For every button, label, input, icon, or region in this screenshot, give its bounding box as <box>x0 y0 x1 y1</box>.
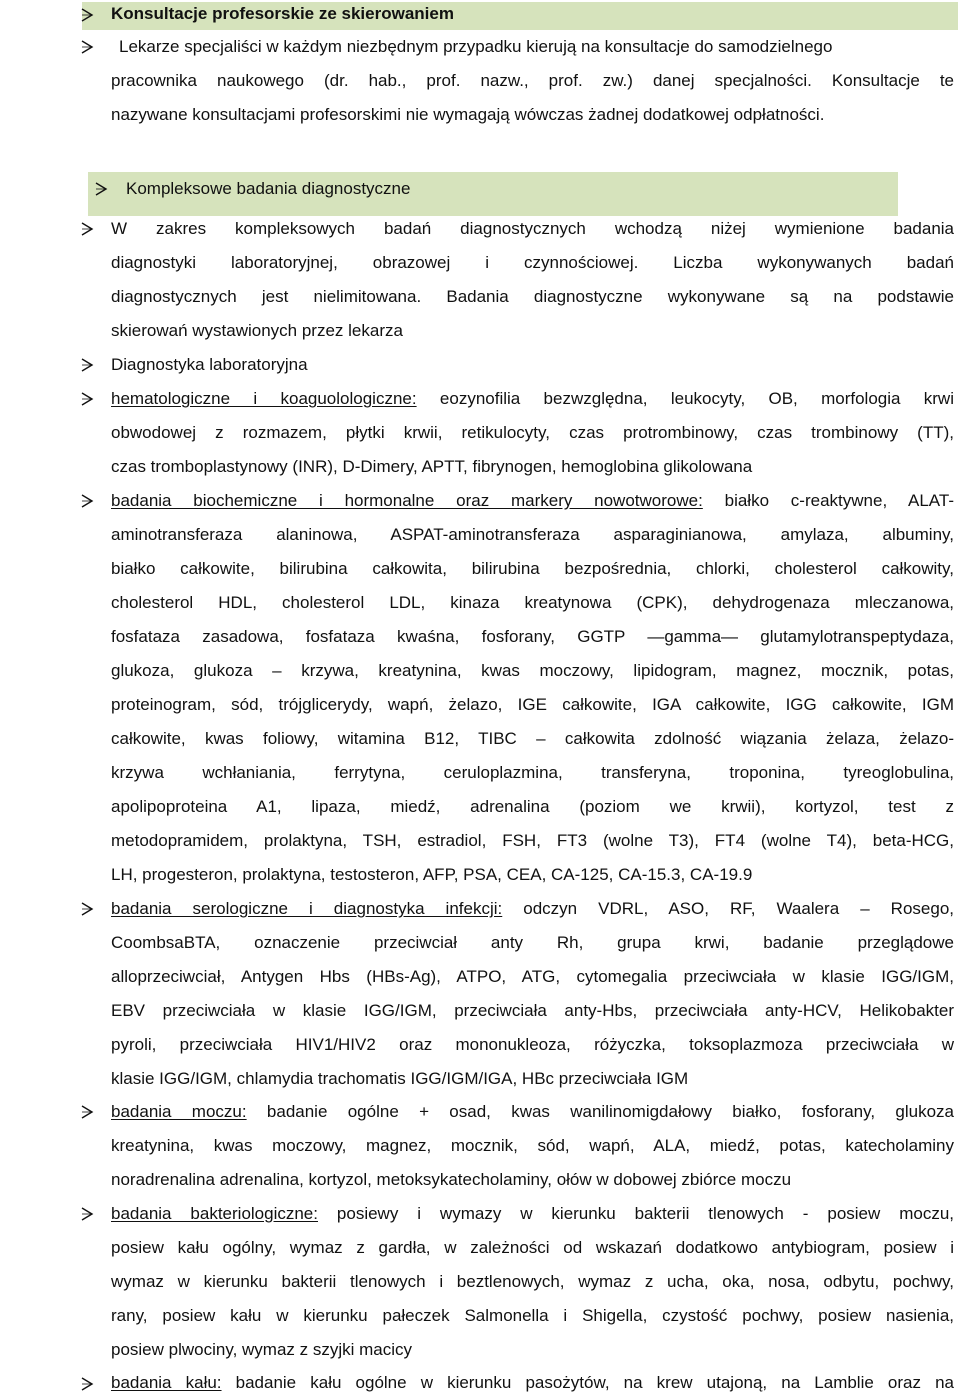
s2-line-2: diagnostyki laboratoryjnej, obrazowej i czynnościowej. Liczba wykonywanych badań <box>111 253 954 272</box>
bakt-line-1: badania bakteriologiczne: posiewy i wymazy w kierunku bakterii tlenowych - posiew moczu, <box>111 1204 954 1223</box>
hema-line-1: hematologiczne i koaguolologiczne: eozynofilia bezwzględna, leukocyty, OB, morfologia krwi <box>111 389 954 408</box>
s2-line-3: diagnostycznych jest nielimitowana. Badania diagnostyczne wykonywane są na podstawie <box>111 287 954 306</box>
arrow-bullet-icon <box>80 902 94 916</box>
kal-label: badania kału: <box>111 1373 222 1392</box>
s2-line-1: W zakres kompleksowych badań diagnostycznych wchodzą niżej wymienione badania <box>111 219 954 238</box>
arrow-bullet-icon <box>94 182 108 196</box>
bio-line-6: glukoza, glukoza – krzywa, kreatynina, kwas moczowy, lipidogram, magnez, mocznik, potas, <box>111 661 954 680</box>
arrow-bullet-icon <box>80 8 94 22</box>
heading-konsultacje: Konsultacje profesorskie ze skierowaniem <box>111 4 454 23</box>
mocz-line-2: kreatynina, kwas moczowy, magnez, mocznik, sód, wapń, ALA, miedź, potas, katecholaminy <box>111 1136 954 1155</box>
bakt-label: badania bakteriologiczne: <box>111 1204 318 1223</box>
sero-line-1: badania serologiczne i diagnostyka infekcji: odczyn VDRL, ASO, RF, Waalera – Rosego, <box>111 899 954 918</box>
s1-line-2: pracownika naukowego (dr. hab., prof. nazw., prof. zw.) danej specjalności. Konsultacje te <box>111 71 954 90</box>
arrow-bullet-icon <box>80 40 94 54</box>
mocz-line-3: noradrenalina adrenalina, kortyzol, metoksykatecholaminy, ołów w dobowej zbiórce moczu <box>111 1170 792 1189</box>
arrow-bullet-icon <box>80 1207 94 1221</box>
mocz-label: badania moczu: <box>111 1102 247 1121</box>
hema-line-2: obwodowej z rozmazem, płytki krwii, retikulocyty, czas protrombinowy, czas trombinowy (TT), <box>111 423 954 442</box>
arrow-bullet-icon <box>80 392 94 406</box>
bakt-line-5: posiew plwociny, wymaz z szyjki macicy <box>111 1340 413 1359</box>
sero-line-5: pyroli, przeciwciała HIV1/HIV2 oraz mononukleoza, różyczka, toksoplazmoza przeciwciała w <box>111 1035 954 1054</box>
hema-line-3: czas tromboplastynowy (INR), D-Dimery, APTT, fibrynogen, hemoglobina glikolowana <box>111 457 753 476</box>
bio-line-12: LH, progesteron, prolaktyna, testosteron, AFP, PSA, CEA, CA-125, CA-15.3, CA-19.9 <box>111 865 753 884</box>
arrow-bullet-icon <box>80 1377 94 1391</box>
arrow-bullet-icon <box>80 494 94 508</box>
bio-line-5: fosfataza zasadowa, fosfataza kwaśna, fosforany, GGTP —gamma— glutamylotranspeptydaza, <box>111 627 954 646</box>
s2-line-4: skierowań wystawionych przez lekarza <box>111 321 403 340</box>
bio-line-7: proteinogram, sód, trójglicerydy, wapń, żelazo, IGE całkowite, IGA całkowite, IGG całkowite, IGM <box>111 695 954 714</box>
bio-line-1: badania biochemiczne i hormonalne oraz markery nowotworowe: białko c-reaktywne, ALAT- <box>111 491 954 510</box>
sero-line-6: klasie IGG/IGM, chlamydia trachomatis IGG/IGM/IGA, HBc przeciwciała IGM <box>111 1069 689 1088</box>
arrow-bullet-icon <box>80 222 94 236</box>
sero-label: badania serologiczne i diagnostyka infekcji: <box>111 899 503 918</box>
bio-line-3: białko całkowite, bilirubina całkowita, bilirubina bezpośrednia, chlorki, cholesterol całkowity, <box>111 559 954 578</box>
bio-line-10: apolipoproteina A1, lipaza, miedź, adrenalina (poziom we krwii), kortyzol, test z <box>111 797 954 816</box>
sero-line-4: EBV przeciwciała w klasie IGG/IGM, przeciwciała anty-Hbs, przeciwciała anty-HCV, Helikobakter <box>111 1001 954 1020</box>
sero-line-2: CoombsaBTA, oznaczenie przeciwciał anty Rh, grupa krwi, badanie przeglądowe <box>111 933 954 952</box>
heading-diagnostyka: Diagnostyka laboratoryjna <box>111 355 308 374</box>
bio-line-11: metodopramidem, prolaktyna, TSH, estradiol, FSH, FT3 (wolne T3), FT4 (wolne T4), beta-HCG, <box>111 831 954 850</box>
bio-label: badania biochemiczne i hormonalne oraz markery nowotworowe: <box>111 491 703 510</box>
sero-line-3: alloprzeciwciał, Antygen Hbs (HBs-Ag), ATPO, ATG, cytomegalia przeciwciała w klasie IGG/IGM, <box>111 967 954 986</box>
arrow-bullet-icon <box>80 358 94 372</box>
bakt-line-3: wymaz w kierunku bakterii tlenowych i beztlenowych, wymaz z ucha, oka, nosa, odbytu, pochwy, <box>111 1272 954 1291</box>
kal-line-1: badania kału: badanie kału ogólne w kierunku pasożytów, na krew utajoną, na Lamblie oraz na <box>111 1373 955 1392</box>
arrow-bullet-icon <box>80 1105 94 1119</box>
hema-label: hematologiczne i koaguolologiczne: <box>111 389 417 408</box>
bio-line-9: krzywa wchłaniania, ferrytyna, ceruloplazmina, transferyna, troponina, tyreoglobulina, <box>111 763 954 782</box>
bio-line-2: aminotransferaza alaninowa, ASPAT-aminotransferaza asparaginianowa, amylaza, albuminy, <box>111 525 954 544</box>
s1-line-1: Lekarze specjaliści w każdym niezbędnym przypadku kierują na konsultacje do samodzielnego <box>119 37 833 56</box>
bakt-line-4: rany, posiew kału w kierunku pałeczek Salmonella i Shigella, czystość pochwy, posiew nasienia, <box>111 1306 954 1325</box>
bio-line-8: całkowite, kwas foliowy, witamina B12, TIBC – całkowita zdolność wiązania żelaza, żelazo- <box>111 729 954 748</box>
bio-line-4: cholesterol HDL, cholesterol LDL, kinaza kreatynowa (CPK), dehydrogenaza mleczanowa, <box>111 593 954 612</box>
mocz-line-1: badania moczu: badanie ogólne + osad, kwas wanilinomigdałowy białko, fosforany, glukoza <box>111 1102 954 1121</box>
heading-kompleksowe: Kompleksowe badania diagnostyczne <box>126 179 411 198</box>
bakt-line-2: posiew kału ogólny, wymaz z gardła, w zależności od wskazań dodatkowo antybiogram, posiew i <box>111 1238 954 1257</box>
s1-line-3: nazywane konsultacjami profesorskimi nie wymagają wówczas żadnej dodatkowej odpłatności. <box>111 105 825 124</box>
